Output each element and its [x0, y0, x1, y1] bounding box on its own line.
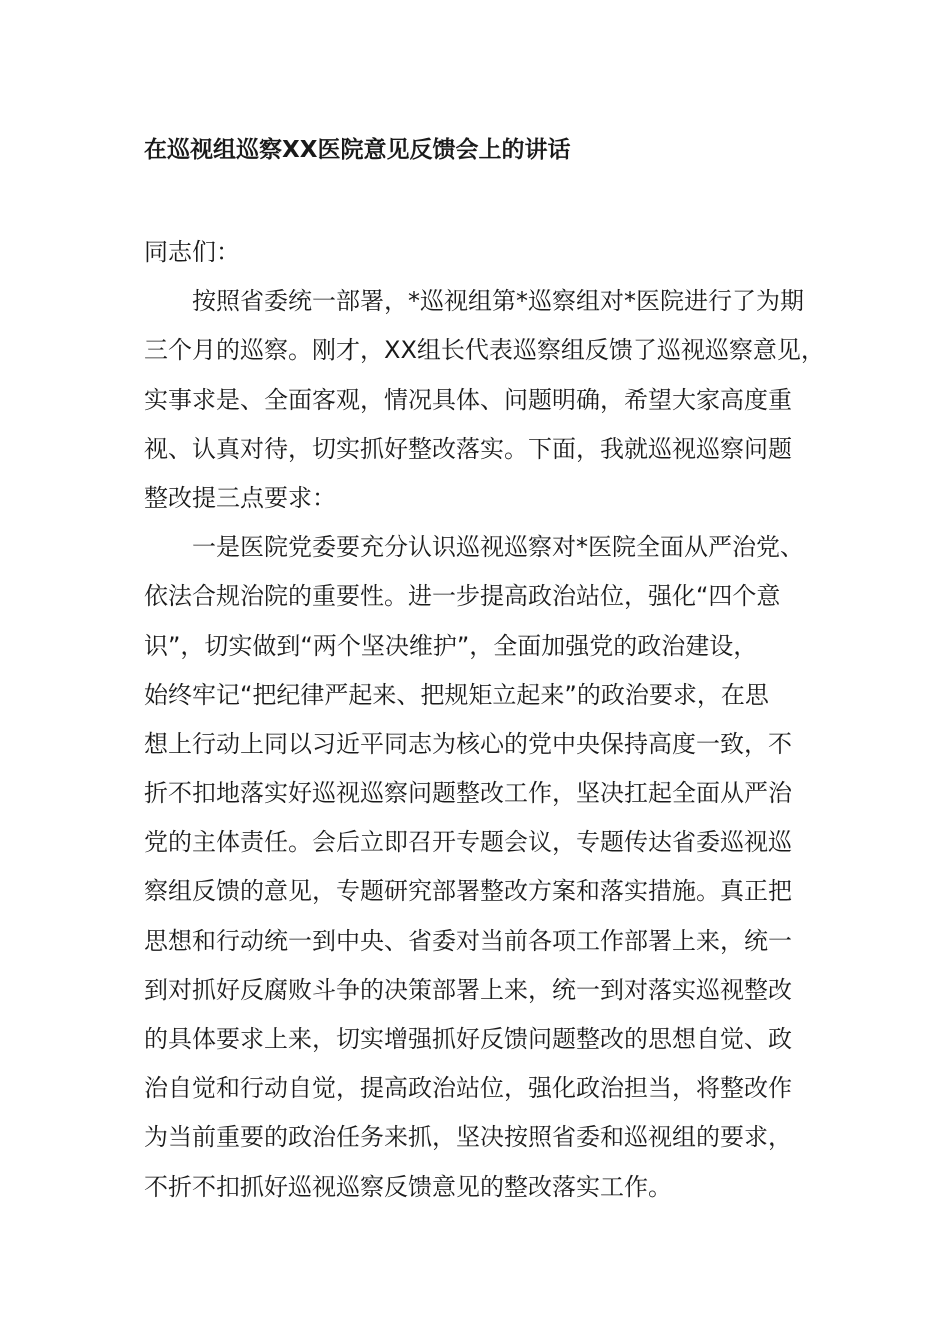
paragraph-line: 整改提三点要求： — [144, 483, 336, 512]
paragraph-line: 识”，切实做到“两个坚决维护”，全面加强党的政治建设， — [144, 631, 758, 660]
paragraph-line: 想上行动上同以习近平同志为核心的党中央保持高度一致，不 — [144, 729, 792, 758]
paragraph-line: 到对抓好反腐败斗争的决策部署上来，统一到对落实巡视整改 — [144, 975, 792, 1004]
paragraph-line: 始终牢记“把纪律严起来、把规矩立起来”的政治要求，在思 — [144, 680, 769, 709]
paragraph-line: 思想和行动统一到中央、省委对当前各项工作部署上来，统一 — [144, 926, 792, 955]
paragraph-line: 党的主体责任。会后立即召开专题会议，专题传达省委巡视巡 — [144, 828, 792, 857]
paragraph-line: 治自觉和行动自觉，提高政治站位，强化政治担当，将整改作 — [144, 1074, 792, 1103]
document-title: 在巡视组巡察XX医院意见反馈会上的讲话 — [144, 137, 571, 163]
paragraph-line: 不折不扣抓好巡视巡察反馈意见的整改落实工作。 — [144, 1172, 672, 1201]
paragraph-2 — [144, 523, 810, 1212]
paragraph-line: 视、认真对待，切实抓好整改落实。下面，我就巡视巡察问题 — [144, 434, 792, 463]
paragraph-line: 为当前重要的政治任务来抓，坚决按照省委和巡视组的要求， — [144, 1123, 792, 1152]
paragraph-line: 按照省委统一部署，*巡视组第*巡察组对*医院进行了为期 — [192, 287, 804, 316]
paragraph-line: 的具体要求上来，切实增强抓好反馈问题整改的思想自觉、政 — [144, 1025, 792, 1053]
paragraph-line: 实事求是、全面客观，情况具体、问题明确，希望大家高度重 — [144, 385, 792, 414]
paragraph-1 — [144, 277, 825, 523]
greeting: 同志们： — [144, 238, 240, 266]
document-body — [144, 228, 825, 1212]
paragraph-line: 依法合规治院的重要性。进一步提高政治站位，强化“四个意 — [144, 582, 781, 611]
paragraph-line: 折不扣地落实好巡视巡察问题整改工作，坚决扛起全面从严治 — [144, 779, 792, 808]
paragraph-line: 三个月的巡察。刚才，XX组长代表巡察组反馈了巡视巡察意见， — [144, 336, 825, 365]
paragraph-line: 一是医院党委要充分认识巡视巡察对*医院全面从严治党、 — [192, 533, 804, 562]
paragraph-line: 察组反馈的意见，专题研究部署整改方案和落实措施。真正把 — [144, 877, 792, 906]
